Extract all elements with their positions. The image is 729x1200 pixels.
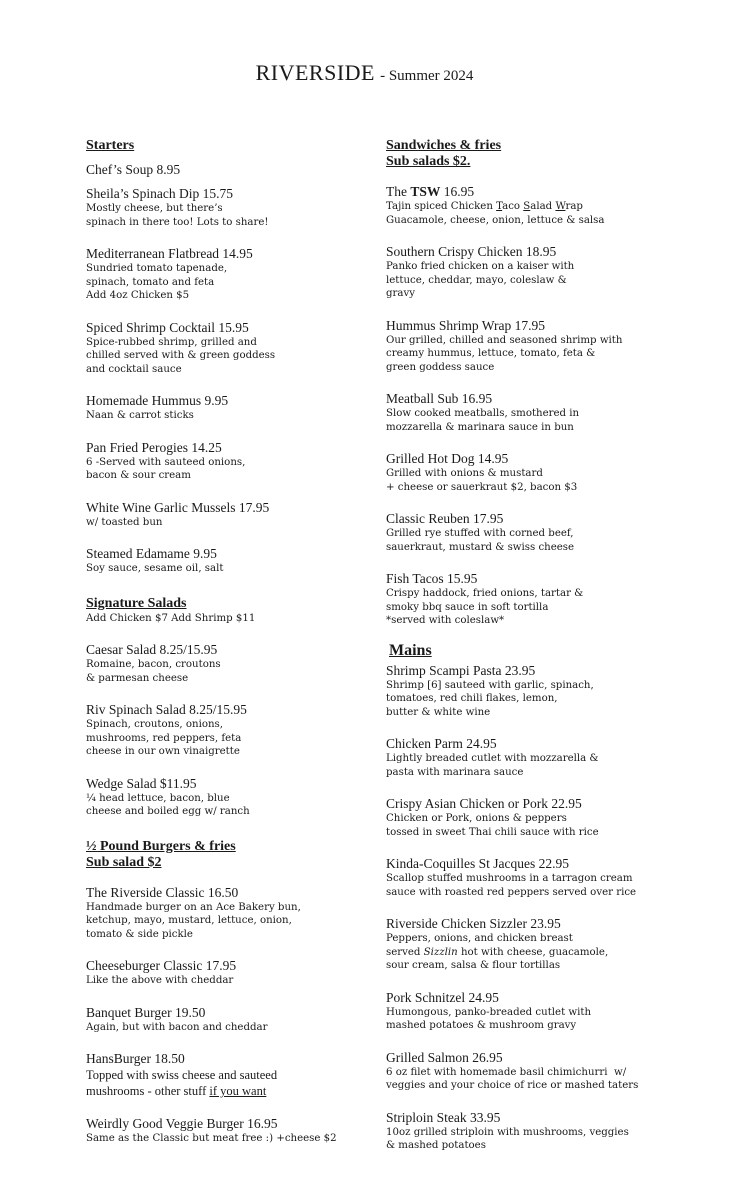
burgers-header	[86, 839, 356, 871]
item-riverside-classic	[86, 885, 356, 942]
item-description: Humongous, panko-breaded cutlet with mashed potatoes & mushroom gravy	[386, 1006, 592, 1031]
item-name: Steamed Edamame 9.95	[86, 546, 217, 561]
item-name: Shrimp Scampi Pasta 23.95	[386, 662, 536, 678]
item-description: Panko fried chicken on a kaiser with lettuce, cheddar, mayo, coleslaw & gravy	[386, 261, 575, 299]
item-name: Caesar Salad 8.25/15.95	[86, 642, 218, 657]
item-name: Crispy Asian Chicken or Pork 22.95	[386, 796, 582, 811]
item-description: Crispy haddock, fried onions, tartar & smoky bbq sauce in soft tortilla *served with coleslaw*	[386, 588, 584, 626]
item-name: Mediterranean Flatbread 14.95	[86, 246, 253, 261]
name-part: The	[386, 184, 411, 199]
item-grilled-salmon	[386, 1050, 686, 1093]
item-flatbread	[86, 246, 356, 303]
menu-season: - Summer 2024	[380, 68, 474, 84]
item-description	[86, 1067, 356, 1083]
item-price: 16.95	[440, 184, 475, 199]
item-name: White Wine Garlic Mussels 17.95	[86, 499, 270, 515]
desc-underlined: T	[496, 201, 503, 212]
item-name: Weirdly Good Veggie Burger 16.95	[86, 1116, 278, 1131]
name-bold: TSW	[410, 184, 441, 199]
item-caesar-salad	[86, 642, 356, 685]
item-cheeseburger	[86, 958, 356, 988]
item-name: HansBurger 18.50	[86, 1051, 185, 1066]
item-description: Like the above with cheddar	[86, 975, 234, 986]
section-heading-starters: Starters	[86, 138, 135, 153]
desc-part: alad	[530, 201, 556, 212]
item-veggie-burger	[86, 1116, 356, 1146]
item-description: Grilled with onions & mustard + cheese or sauerkraut $2, bacon $3	[386, 468, 578, 493]
item-name: Riverside Chicken Sizzler 23.95	[386, 916, 561, 931]
item-striploin-steak	[386, 1110, 686, 1153]
item-coquilles	[386, 856, 686, 899]
item-name: Grilled Hot Dog 14.95	[386, 451, 509, 466]
desc-part: rap	[565, 201, 583, 212]
item-description: Chicken or Pork, onions & peppers tossed in sweet Thai chili sauce with rice	[386, 813, 599, 838]
item-pork-schnitzel	[386, 990, 686, 1033]
left-column	[86, 138, 356, 1163]
item-description	[386, 200, 686, 214]
section-heading-salads: Signature Salads	[86, 595, 187, 611]
item-name: Pork Schnitzel 24.95	[386, 989, 499, 1005]
item-description: w/ toasted bun	[86, 516, 163, 528]
item-shrimp-cocktail	[86, 320, 356, 377]
item-description: Soy sauce, sesame oil, salt	[86, 563, 224, 574]
item-name: Homemade Hummus 9.95	[86, 393, 229, 408]
item-name: Hummus Shrimp Wrap 17.95	[386, 317, 545, 333]
desc-line: mushrooms - other stuff	[86, 1084, 210, 1098]
item-meatball-sub	[386, 391, 686, 434]
item-name: Southern Crispy Chicken 18.95	[386, 244, 557, 259]
item-name: Spiced Shrimp Cocktail 15.95	[86, 319, 249, 335]
item-description-3: sour cream, salsa & flour tortillas	[386, 960, 561, 971]
menu-title	[0, 60, 729, 86]
item-chicken-parm	[386, 736, 686, 779]
item-description: ¼ head lettuce, bacon, blue cheese and boiled egg w/ ranch	[86, 792, 250, 817]
item-description: Spice-rubbed shrimp, grilled and chilled served with & green goddess and cocktail sauce	[86, 336, 276, 375]
item-hummus	[86, 393, 356, 423]
item-description: Peppers, onions, and chicken breast	[386, 933, 573, 944]
item-description-2: Guacamole, cheese, onion, lettuce & salsa	[386, 214, 605, 226]
item-southern-crispy-chicken	[386, 244, 686, 301]
item-name	[386, 184, 686, 200]
item-description: Scallop stuffed mushrooms in a tarragon cream sauce with roasted red peppers served over rice	[386, 873, 637, 898]
desc-italic: Sizzlin	[423, 946, 458, 958]
item-description: Grilled rye stuffed with corned beef, sauerkraut, mustard & swiss cheese	[386, 528, 575, 553]
desc-part: aco	[502, 201, 524, 212]
item-spinach-salad	[86, 702, 356, 759]
sandwiches-sub-salad-note: Sub salads $2.	[386, 154, 471, 169]
item-name: Striploin Steak 33.95	[386, 1109, 501, 1125]
item-classic-reuben	[386, 511, 686, 554]
item-description: Shrimp [6] sauteed with garlic, spinach, tomatoes, red chili flakes, lemon, butter & white wine	[386, 679, 594, 718]
item-hummus-shrimp-wrap	[386, 318, 686, 375]
item-description: Slow cooked meatballs, smothered in mozzarella & marinara sauce in bun	[386, 408, 580, 433]
desc-line: Topped with swiss cheese and sauteed	[86, 1068, 278, 1082]
item-name: Banquet Burger 19.50	[86, 1004, 206, 1020]
item-description: Mostly cheese, but there’s spinach in there too! Lots to share!	[86, 203, 269, 228]
item-spinach-dip	[86, 186, 356, 229]
item-description: Again, but with bacon and cheddar	[86, 1021, 268, 1033]
item-name: Sheila’s Spinach Dip 15.75	[86, 186, 233, 201]
item-description-2	[86, 1083, 356, 1099]
item-grilled-hot-dog	[386, 451, 686, 494]
item-description: Naan & carrot sticks	[86, 410, 194, 421]
item-name: The Riverside Classic 16.50	[86, 884, 239, 900]
item-description: 10oz grilled striploin with mushrooms, veggies & mashed potatoes	[386, 1126, 629, 1151]
item-name: Grilled Salmon 26.95	[386, 1049, 503, 1065]
item-chicken-sizzler	[386, 916, 686, 973]
item-description: 6 oz filet with homemade basil chimichurri w/ veggies and your choice of rice or mashed taters	[386, 1066, 639, 1091]
item-wedge-salad	[86, 776, 356, 819]
section-heading-burgers: ½ Pound Burgers & fries	[86, 838, 236, 854]
desc-part: served	[386, 946, 424, 958]
item-description: Handmade burger on an Ace Bakery bun, ketchup, mayo, mustard, lettuce, onion, tomato & side pickle	[86, 901, 301, 940]
item-name: Fish Tacos 15.95	[386, 571, 478, 586]
restaurant-name: RIVERSIDE	[255, 60, 375, 85]
item-edamame	[86, 546, 356, 576]
item-description: Same as the Classic but meat free :) +cheese $2	[86, 1133, 337, 1144]
item-fish-tacos	[386, 571, 686, 628]
item-tsw	[386, 184, 686, 227]
section-heading-mains: Mains	[389, 641, 432, 659]
desc-underlined: W	[555, 201, 566, 212]
item-perogies	[86, 440, 356, 483]
item-chefs-soup: Chef’s Soup 8.95	[86, 162, 181, 177]
desc-part: Tajin spiced Chicken	[386, 201, 497, 212]
item-description: Our grilled, chilled and seasoned shrimp with creamy hummus, lettuce, tomato, feta & green goddess sauce	[386, 334, 623, 373]
item-name: Cheeseburger Classic 17.95	[86, 958, 237, 973]
item-crispy-asian	[386, 796, 686, 839]
item-description: Romaine, bacon, croutons & parmesan cheese	[86, 659, 221, 684]
item-banquet-burger	[86, 1005, 356, 1035]
item-name: Kinda-Coquilles St Jacques 22.95	[386, 856, 569, 871]
section-heading-sandwiches: Sandwiches & fries	[386, 138, 502, 153]
salads-add-on-note: Add Chicken $7 Add Shrimp $11	[86, 612, 256, 624]
right-column	[386, 138, 686, 1170]
item-mussels	[86, 500, 356, 530]
sandwiches-header	[386, 138, 686, 170]
desc-underlined: if you want	[209, 1084, 267, 1098]
burgers-sub-salad-note: Sub salad $2	[86, 854, 162, 870]
desc-part: hot with cheese, guacamole,	[457, 946, 609, 958]
item-description: 6 -Served with sauteed onions, bacon & sour cream	[86, 456, 246, 481]
item-hansburger	[86, 1051, 356, 1099]
desc-underlined: S	[523, 201, 531, 212]
item-description-2	[386, 946, 686, 960]
item-name: Riv Spinach Salad 8.25/15.95	[86, 702, 247, 717]
item-name: Chicken Parm 24.95	[386, 736, 497, 751]
item-name: Pan Fried Perogies 14.25	[86, 439, 222, 455]
salads-header	[86, 596, 356, 626]
item-description: Sundried tomato tapenade, spinach, tomato and feta Add 4oz Chicken $5	[86, 263, 228, 301]
item-name: Classic Reuben 17.95	[386, 511, 504, 526]
item-name: Wedge Salad $11.95	[86, 775, 197, 791]
item-description: Spinach, croutons, onions, mushrooms, red peppers, feta cheese in our own vinaigrette	[86, 719, 242, 757]
item-name: Meatball Sub 16.95	[386, 391, 493, 406]
item-description: Lightly breaded cutlet with mozzarella & pasta with marinara sauce	[386, 753, 599, 778]
item-shrimp-scampi	[386, 663, 686, 720]
